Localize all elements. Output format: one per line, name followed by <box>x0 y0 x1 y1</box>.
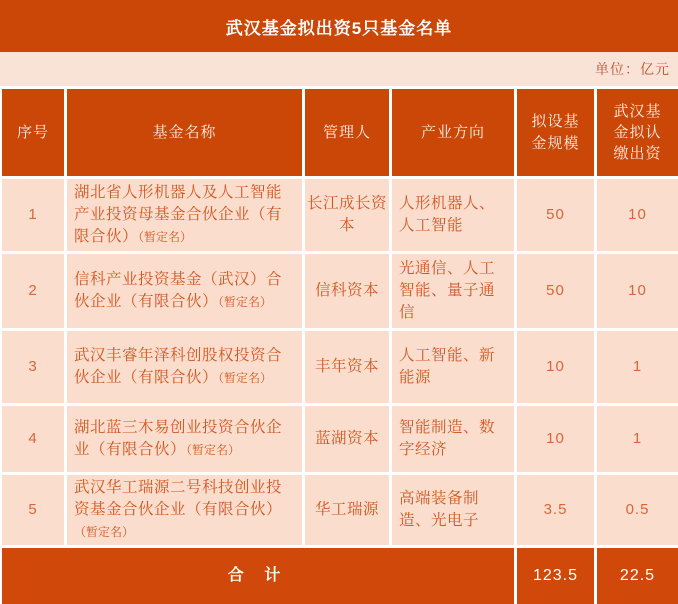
fund-name-note: （暂定名） <box>138 230 193 244</box>
cell-scale: 50 <box>517 254 594 328</box>
cell-scale: 50 <box>517 179 594 251</box>
cell-contribution: 1 <box>597 331 678 403</box>
cell-contribution: 10 <box>597 254 678 328</box>
cell-manager: 华工瑞源 <box>305 475 389 545</box>
fund-name-note: （暂定名） <box>74 525 135 539</box>
fund-name-note: （暂定名） <box>218 371 273 385</box>
total-scale: 123.5 <box>517 548 594 604</box>
cell-contribution: 1 <box>597 406 678 472</box>
cell-fund-name <box>67 475 302 545</box>
header-cell-scale: 拟设基金规模 <box>517 89 594 176</box>
fund-table <box>0 86 678 604</box>
cell-scale: 10 <box>517 331 594 403</box>
cell-industry: 人工智能、新能源 <box>392 331 514 403</box>
unit-note: 单位：亿元 <box>595 61 670 77</box>
fund-name-text: 信科产业投资基金（武汉）合伙企业（有限合伙）（暂定名） <box>74 271 283 310</box>
page-title: 武汉基金拟出资5只基金名单 <box>0 0 678 52</box>
cell-manager: 信科资本 <box>305 254 389 328</box>
cell-industry: 光通信、人工智能、量子通信 <box>392 254 514 328</box>
cell-contribution: 0.5 <box>597 475 678 545</box>
cell-industry: 人形机器人、人工智能 <box>392 179 514 251</box>
cell-no: 4 <box>2 406 64 472</box>
cell-scale: 10 <box>517 406 594 472</box>
fund-name-text: 武汉华工瑞源二号科技创业投资基金合伙企业（有限合伙）（暂定名） <box>74 479 283 539</box>
cell-fund-name <box>67 331 302 403</box>
cell-industry: 高端装备制造、光电子 <box>392 475 514 545</box>
total-contribution: 22.5 <box>597 548 678 604</box>
fund-name-text: 湖北蓝三木易创业投资合伙企业（有限合伙）（暂定名） <box>74 419 283 458</box>
cell-no: 1 <box>2 179 64 251</box>
header-cell-contribution: 武汉基金拟认缴出资 <box>597 89 678 176</box>
cell-fund-name <box>67 254 302 328</box>
header-cell-no: 序号 <box>2 89 64 176</box>
header-cell-manager: 管理人 <box>305 89 389 176</box>
cell-industry: 智能制造、数字经济 <box>392 406 514 472</box>
cell-manager: 丰年资本 <box>305 331 389 403</box>
fund-name-text: 武汉丰睿年泽科创股权投资合伙企业（有限合伙）（暂定名） <box>74 347 283 386</box>
cell-scale: 3.5 <box>517 475 594 545</box>
cell-fund-name <box>67 179 302 251</box>
cell-fund-name <box>67 406 302 472</box>
fund-name-note: （暂定名） <box>218 295 273 309</box>
cell-manager: 蓝湖资本 <box>305 406 389 472</box>
header-cell-industry: 产业方向 <box>392 89 514 176</box>
cell-contribution: 10 <box>597 179 678 251</box>
header-cell-fund-name: 基金名称 <box>67 89 302 176</box>
cell-no: 5 <box>2 475 64 545</box>
cell-no: 2 <box>2 254 64 328</box>
cell-manager: 长江成长资本 <box>305 179 389 251</box>
cell-no: 3 <box>2 331 64 403</box>
fund-name-note: （暂定名） <box>186 443 241 457</box>
fund-name-text: 湖北省人形机器人及人工智能产业投资母基金合伙企业（有限合伙）（暂定名） <box>74 184 283 245</box>
total-label: 合 计 <box>2 548 514 604</box>
unit-strip <box>0 52 678 86</box>
